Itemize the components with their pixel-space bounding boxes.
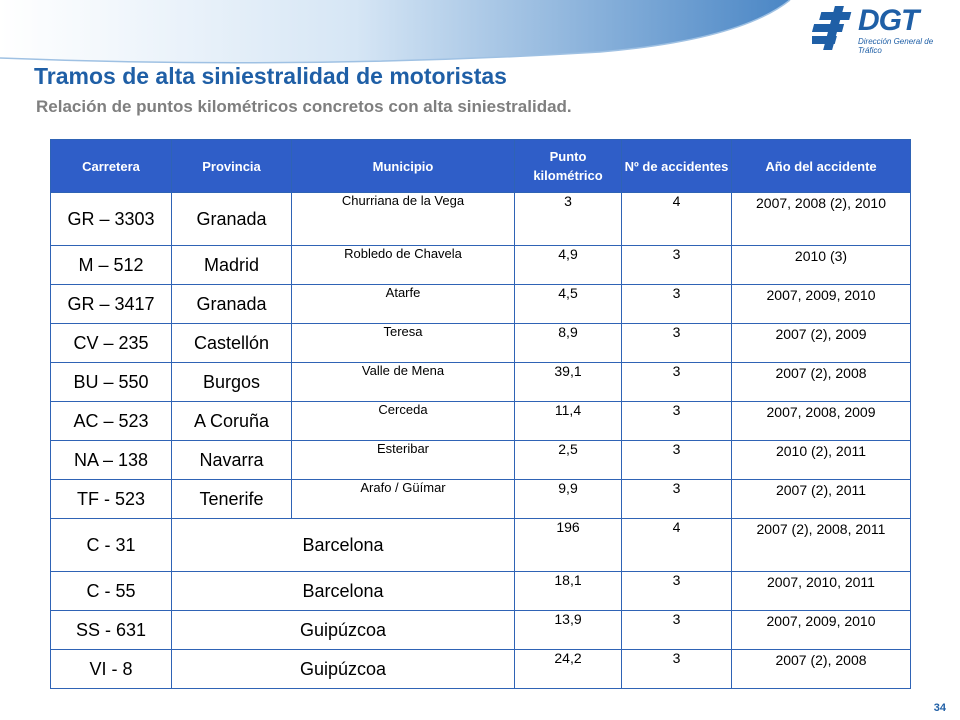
cell-pk: 4,5 [515,285,622,324]
table-row [51,402,911,441]
cell-years: 2010 (3) [732,246,911,285]
table-header-row [51,140,911,193]
cell-province: Barcelona [172,572,515,611]
cell-road: SS - 631 [51,611,172,650]
cell-province: Tenerife [172,480,292,519]
cell-province: Burgos [172,363,292,402]
cell-province: Madrid [172,246,292,285]
cell-road: M – 512 [51,246,172,285]
cell-accidents: 4 [622,519,732,572]
cell-accidents: 3 [622,324,732,363]
cell-province: A Coruña [172,402,292,441]
cell-pk: 9,9 [515,480,622,519]
logo-subtitle: Dirección General de Tráfico [858,37,934,55]
page-subtitle: Relación de puntos kilométricos concretos con alta siniestralidad. [36,97,572,116]
cell-road: AC – 523 [51,402,172,441]
cell-years: 2007 (2), 2011 [732,480,911,519]
column-header-carretera: Carretera [51,140,172,193]
cell-years: 2007, 2008, 2009 [732,402,911,441]
page-title: Tramos de alta siniestralidad de motoristas [34,63,507,89]
logo-wordmark: DGT [858,4,919,37]
table-row [51,246,911,285]
column-header-provincia: Provincia [172,140,292,193]
cell-years: 2007, 2009, 2010 [732,285,911,324]
cell-municipality: Atarfe [292,285,515,324]
cell-road: VI - 8 [51,650,172,689]
cell-accidents: 3 [622,363,732,402]
column-header-num-accidentes: Nº de accidentes [622,140,732,193]
cell-years: 2007 (2), 2008 [732,363,911,402]
table-row [51,285,911,324]
cell-road: BU – 550 [51,363,172,402]
column-header-municipio: Municipio [292,140,515,193]
cell-province: Castellón [172,324,292,363]
cell-province: Guipúzcoa [172,650,515,689]
cell-pk: 196 [515,519,622,572]
accidents-table [50,139,911,689]
cell-municipality: Valle de Mena [292,363,515,402]
cell-years: 2007 (2), 2008 [732,650,911,689]
cell-municipality: Esteribar [292,441,515,480]
table-row [51,480,911,519]
table-row [51,441,911,480]
table-row [51,324,911,363]
cell-municipality: Teresa [292,324,515,363]
cell-pk: 13,9 [515,611,622,650]
cell-road: TF - 523 [51,480,172,519]
column-header-anio: Año del accidente [732,140,911,193]
cell-accidents: 3 [622,572,732,611]
cell-road: C - 31 [51,519,172,572]
cell-accidents: 4 [622,193,732,246]
cell-road: GR – 3417 [51,285,172,324]
cell-pk: 2,5 [515,441,622,480]
table-row [51,650,911,689]
cell-province: Guipúzcoa [172,611,515,650]
cell-pk: 11,4 [515,402,622,441]
cell-years: 2010 (2), 2011 [732,441,911,480]
cell-accidents: 3 [622,246,732,285]
cell-municipality: Churriana de la Vega [292,193,515,246]
cell-years: 2007, 2010, 2011 [732,572,911,611]
cell-accidents: 3 [622,285,732,324]
cell-accidents: 3 [622,441,732,480]
table-row [51,519,911,572]
cell-accidents: 3 [622,402,732,441]
cell-pk: 4,9 [515,246,622,285]
cell-province: Barcelona [172,519,515,572]
page-number: 34 [933,702,946,714]
cell-province: Granada [172,285,292,324]
cell-years: 2007, 2009, 2010 [732,611,911,650]
cell-years: 2007 (2), 2008, 2011 [732,519,911,572]
table-row [51,363,911,402]
cell-accidents: 3 [622,480,732,519]
cell-years: 2007 (2), 2009 [732,324,911,363]
cell-province: Granada [172,193,292,246]
cell-pk: 3 [515,193,622,246]
cell-road: GR – 3303 [51,193,172,246]
cell-road: NA – 138 [51,441,172,480]
cell-road: CV – 235 [51,324,172,363]
table-row [51,193,911,246]
cell-accidents: 3 [622,650,732,689]
cell-accidents: 3 [622,611,732,650]
cell-province: Navarra [172,441,292,480]
cell-municipality: Cerceda [292,402,515,441]
cell-years: 2007, 2008 (2), 2010 [732,193,911,246]
column-header-punto-km: Punto kilométrico [515,140,622,193]
cell-pk: 39,1 [515,363,622,402]
cell-pk: 24,2 [515,650,622,689]
cell-pk: 18,1 [515,572,622,611]
cell-pk: 8,9 [515,324,622,363]
cell-road: C - 55 [51,572,172,611]
table-row [51,611,911,650]
cell-municipality: Arafo / Güímar [292,480,515,519]
cell-municipality: Robledo de Chavela [292,246,515,285]
table-row [51,572,911,611]
